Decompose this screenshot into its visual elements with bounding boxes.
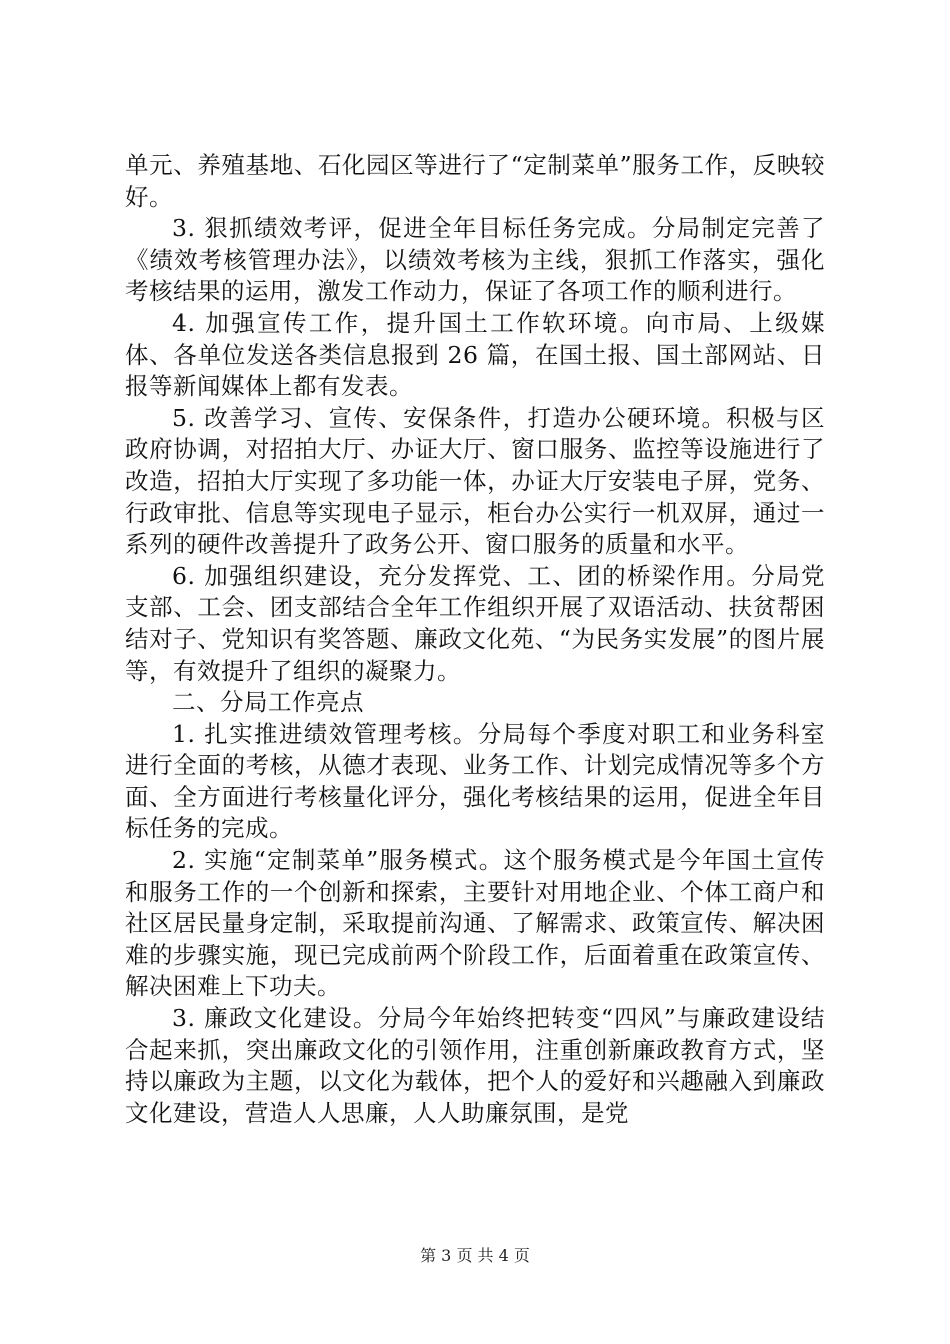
page-number-footer: 第 3 页 共 4 页: [420, 1246, 530, 1265]
paragraph-2: 3. 狠抓绩效考评，促进全年目标任务完成。分局制定完善了《绩效考核管理办法》，以绩效考核为主线，狠抓工作落实，强化考核结果的运用，激发工作动力，保证了各项工作的顺利进行。: [125, 214, 825, 306]
paragraph-3: 4. 加强宣传工作，提升国土工作软环境。向市局、上级媒体、各单位发送各类信息报到 26 篇，在国土报、国土部网站、日报等新闻媒体上都有发表。: [125, 308, 825, 401]
section-heading: 二、分局工作亮点: [172, 688, 364, 717]
document-body: [125, 150, 825, 1129]
paragraph-7: 2. 实施“定制菜单”服务模式。这个服务模式是今年国土宣传和服务工作的一个创新和探索，主要针对用地企业、个体工商户和社区居民量身定制，采取提前沟通、了解需求、政策宣传、解决困难的步骤实施，现已完成前两个阶段工作，后面着重在政策宣传、解决困难上下功夫。: [125, 846, 825, 1001]
paragraph-8: 3. 廉政文化建设。分局今年始终把转变“四风”与廉政建设结合起来抓，突出廉政文化的引领作用，注重创新廉政教育方式，坚持以廉政为主题，以文化为载体，把个人的爱好和兴趣融入到廉政文化建设，营造人人思廉，人人助廉氛围，是党: [125, 1004, 825, 1127]
paragraph-5: 6. 加强组织建设，充分发挥党、工、团的桥梁作用。分局党支部、工会、团支部结合全年工作组织开展了双语活动、扶贫帮困结对子、党知识有奖答题、廉政文化苑、“为民务实发展”的图片展等，有效提升了组织的凝聚力。: [125, 561, 825, 685]
paragraph-6: 1. 扎实推进绩效管理考核。分局每个季度对职工和业务科室进行全面的考核，从德才表现、业务工作、计划完成情况等多个方面、全方面进行考核量化评分，强化考核结果的运用，促进全年目标任务的完成。: [125, 719, 825, 843]
paragraph-4: 5. 改善学习、宣传、安保条件，打造办公硬环境。积极与区政府协调，对招拍大厅、办证大厅、窗口服务、监控等设施进行了改造，招拍大厅实现了多功能一体，办证大厅安装电子屏，党务、行政审批、信息等实现电子显示，柜台办公实行一机双屏，通过一系列的硬件改善提升了政务公开、窗口服务的质量和水平。: [125, 403, 825, 559]
paragraph-1: 单元、养殖基地、石化园区等进行了“定制菜单”服务工作，反映较好。: [125, 151, 825, 211]
